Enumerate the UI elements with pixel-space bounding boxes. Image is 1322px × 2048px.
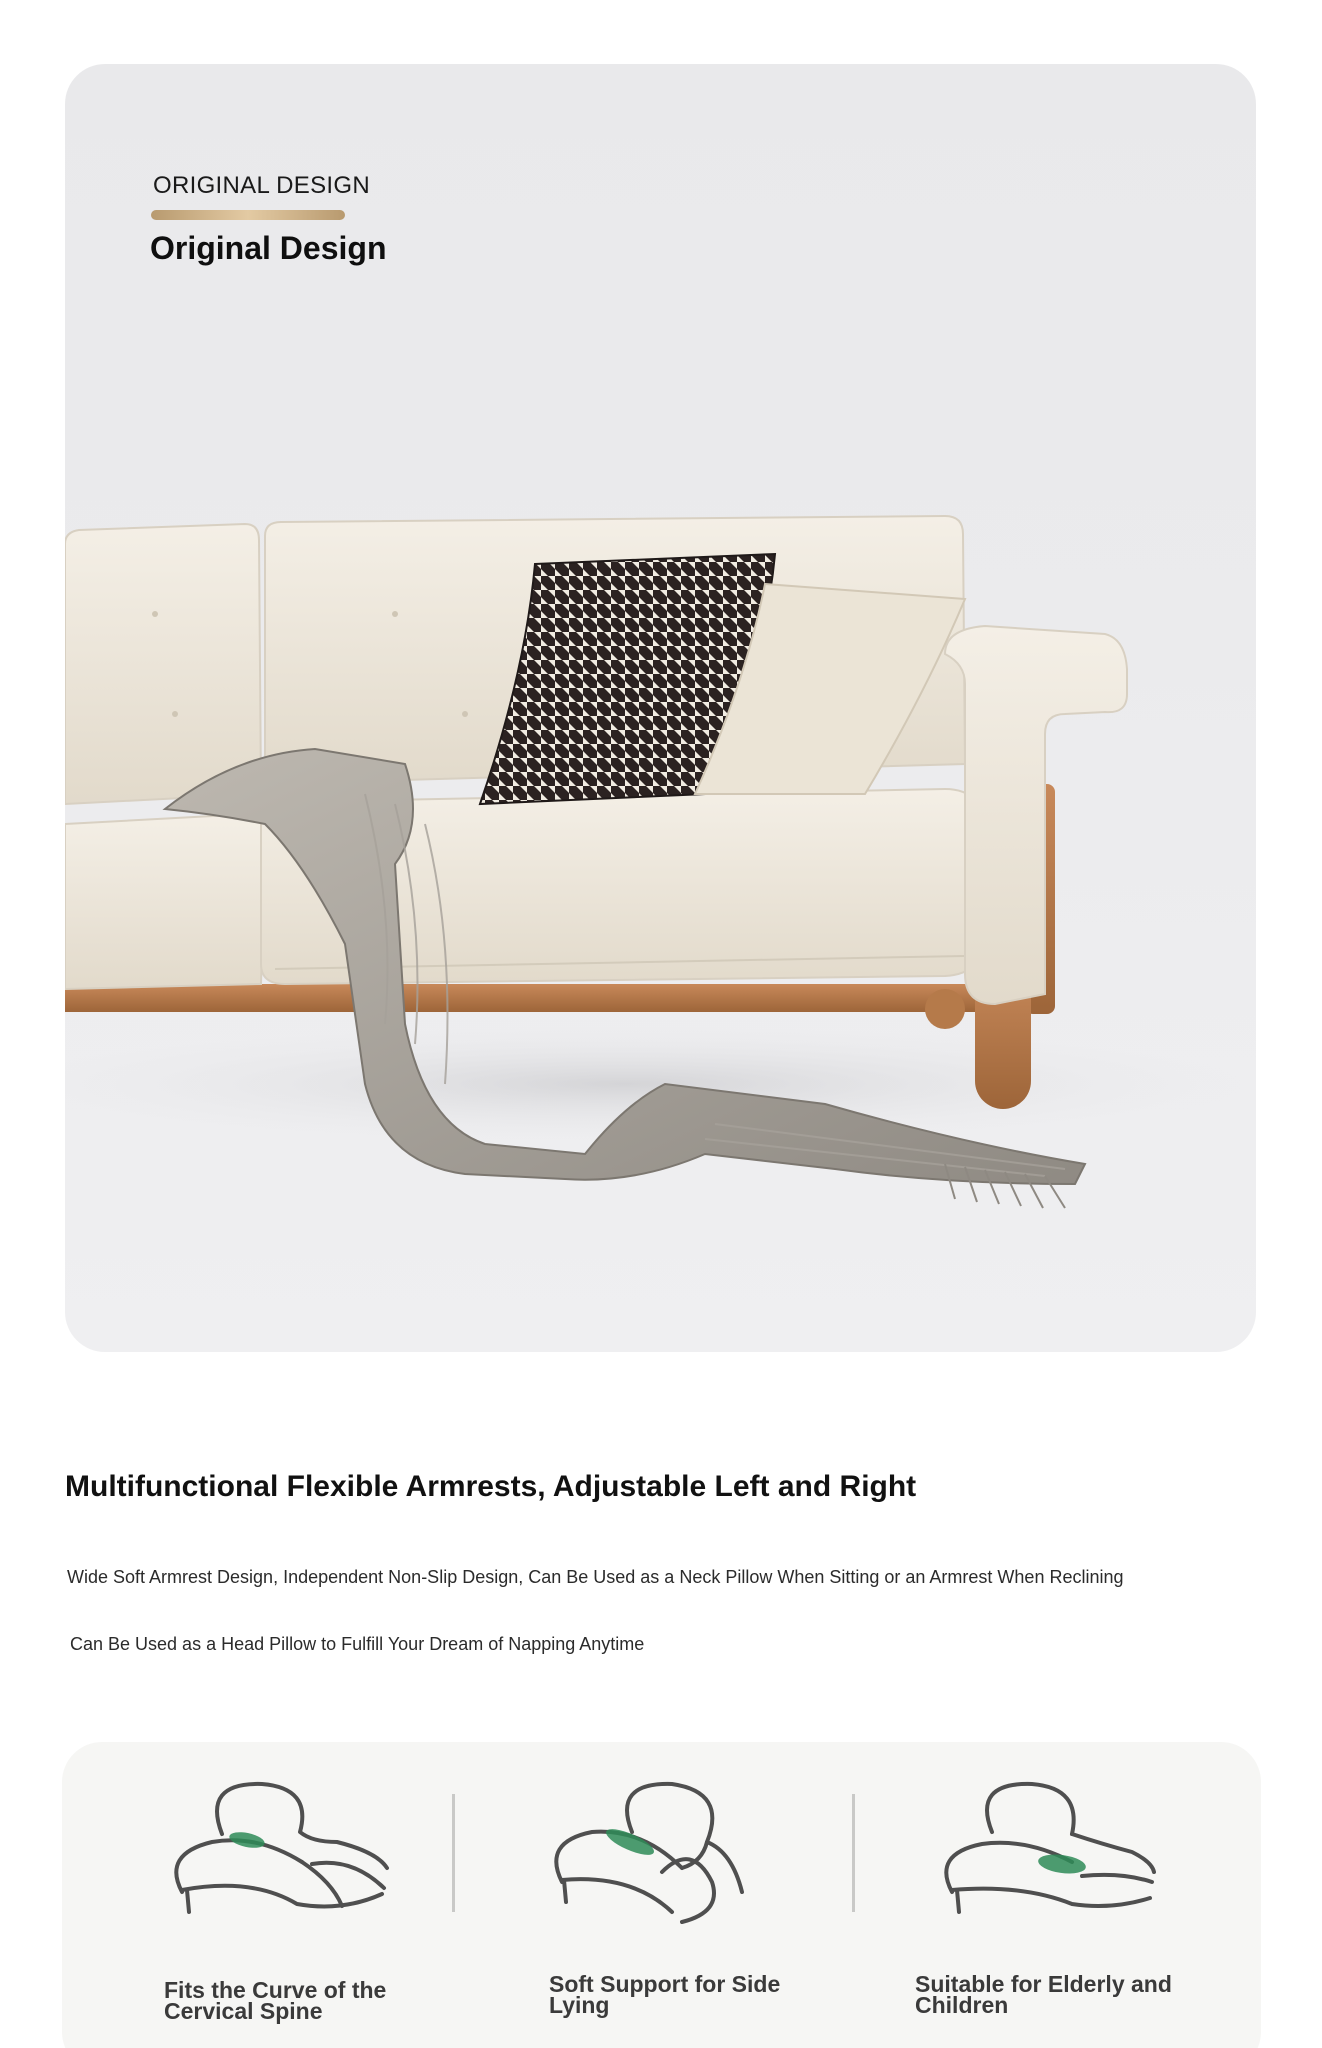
benefit-label-elderly-children: Suitable for Elderly and Children [915,1971,1172,2018]
hero-eyebrow-underline [151,210,345,220]
hero-eyebrow: ORIGINAL DESIGN [153,172,370,199]
feature-heading: Multifunctional Flexible Armrests, Adjustable Left and Right [65,1470,917,1503]
feature-description-line-1: Wide Soft Armrest Design, Independent Non-Slip Design, Can Be Used as a Neck Pillow When Sitting or an Armrest When Reclining [67,1567,1124,1587]
neck-support-icon [162,1772,392,1932]
hero-title: Original Design [150,230,387,266]
benefit-divider [452,1794,455,1912]
side-lying-icon [542,1772,772,1932]
sofa-image [65,464,1256,1224]
benefits-panel [62,1742,1261,2048]
benefit-divider [852,1794,855,1912]
reclining-support-icon [932,1772,1162,1932]
feature-description-line-2: Can Be Used as a Head Pillow to Fulfill Your Dream of Napping Anytime [70,1634,645,1654]
hero-card [65,64,1256,1352]
benefit-label-side-lying: Soft Support for Side Lying [549,1971,781,2018]
benefit-label-cervical-spine: Fits the Curve of the Cervical Spine [164,1977,387,2024]
